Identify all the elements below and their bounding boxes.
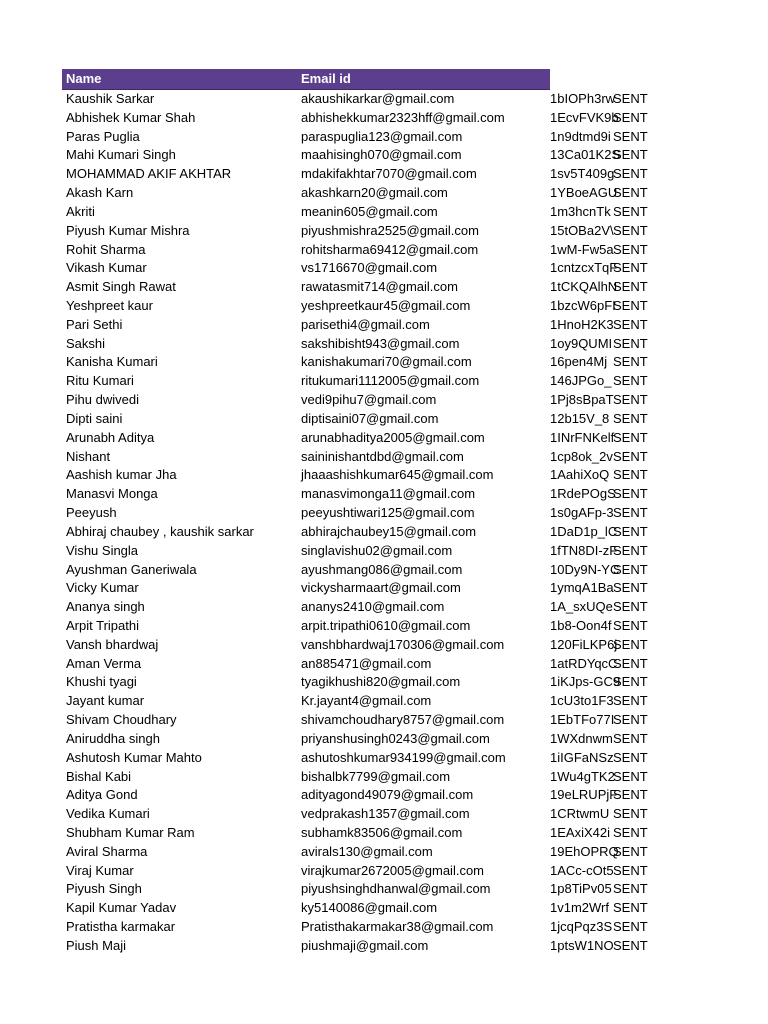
cell-id: 1HnoH2K3 [550, 316, 614, 332]
cell-status: SENT [613, 617, 648, 633]
table-row[interactable] [0, 768, 768, 787]
cell-id: 1ACc-cOt5 [550, 862, 614, 878]
cell-id: 1bzcW6pFI [550, 298, 616, 314]
cell-name: Ritu Kumari [66, 373, 134, 389]
cell-email: shivamchoudhary8757@gmail.com [301, 712, 505, 728]
table-row[interactable] [0, 448, 768, 467]
cell-name: Vikash Kumar [66, 260, 147, 276]
table-row[interactable] [0, 636, 768, 655]
cell-id: 1wM-Fw5a [550, 241, 614, 257]
table-row[interactable] [0, 749, 768, 768]
cell-email: yeshpreetkaur45@gmail.com [301, 298, 471, 314]
cell-status: SENT [613, 768, 648, 784]
cell-status: SENT [613, 486, 648, 502]
cell-email: virajkumar2672005@gmail.com [301, 862, 484, 878]
cell-name: Pratistha karmakar [66, 919, 176, 935]
table-row[interactable] [0, 184, 768, 203]
cell-email: mdakifakhtar7070@gmail.com [301, 166, 477, 182]
cell-email: arpit.tripathi0610@gmail.com [301, 617, 471, 633]
cell-name: Kaushik Sarkar [66, 91, 155, 106]
cell-status: SENT [613, 373, 648, 389]
table-row[interactable] [0, 655, 768, 674]
cell-id: 1iKJps-GC9 [550, 674, 621, 690]
header-email: Email id [301, 71, 351, 86]
cell-id: 1m3hcnTk [550, 203, 611, 219]
cell-id: 1EbTFo77I [550, 712, 615, 728]
table-row[interactable] [0, 711, 768, 730]
cell-id: 1cU3to1F3 [550, 693, 614, 709]
cell-id: 1v1m2Wrf [550, 900, 609, 916]
cell-name: Ayushman Ganeriwala [66, 561, 197, 577]
cell-status: SENT [613, 580, 648, 596]
cell-name: Pihu dwivedi [66, 392, 139, 408]
cell-name: Shubham Kumar Ram [66, 824, 195, 840]
cell-id: 1atRDYqcC [550, 655, 618, 671]
table-row[interactable] [0, 335, 768, 354]
cell-status: SENT [613, 279, 648, 295]
table-row[interactable] [0, 372, 768, 391]
table-row[interactable] [0, 353, 768, 372]
header-name: Name [66, 71, 102, 86]
cell-email: saininishantdbd@gmail.com [301, 448, 464, 464]
cell-id: 1WXdnwm [550, 730, 613, 746]
cell-status: SENT [613, 862, 648, 878]
cell-status: SENT [613, 410, 648, 426]
cell-status: SENT [613, 712, 648, 728]
cell-id: 1RdePOgS [550, 486, 616, 502]
cell-name: Ashutosh Kumar Mahto [66, 749, 202, 765]
cell-status: SENT [613, 824, 648, 840]
table-row[interactable] [0, 203, 768, 222]
cell-email: vedi9pihu7@gmail.com [301, 392, 437, 408]
cell-status: SENT [613, 147, 648, 163]
cell-email: paraspuglia123@gmail.com [301, 128, 463, 144]
cell-name: Vicky Kumar [66, 580, 139, 596]
cell-name: Yeshpreet kaur [66, 298, 153, 314]
cell-id: 1jcqPqz3S [550, 919, 613, 935]
cell-id: 1ptsW1NO [550, 937, 614, 953]
table-row[interactable] [0, 561, 768, 580]
cell-status: SENT [613, 505, 648, 521]
table-row[interactable] [0, 598, 768, 617]
cell-id: 1INrFNKelf [550, 429, 615, 445]
cell-id: 15tOBa2V\ [550, 222, 614, 238]
cell-email: akashkarn20@gmail.com [301, 185, 448, 201]
cell-status: SENT [613, 467, 648, 483]
cell-id: 1Pj8sBpaT [550, 392, 614, 408]
cell-id: 1bIOPh3rw [550, 91, 616, 106]
cell-name: Paras Puglia [66, 128, 140, 144]
cell-id: 1oy9QUMI [550, 335, 613, 351]
cell-name: Akriti [66, 203, 95, 219]
cell-status: SENT [613, 523, 648, 539]
cell-name: Piyush Kumar Mishra [66, 222, 190, 238]
table-row[interactable] [0, 391, 768, 410]
cell-email: meanin605@gmail.com [301, 203, 438, 219]
table-row[interactable] [0, 128, 768, 147]
table-row[interactable] [0, 730, 768, 749]
cell-email: tyagikhushi820@gmail.com [301, 674, 461, 690]
cell-name: Vishu Singla [66, 542, 139, 558]
cell-id: 1CRtwmU [550, 806, 610, 822]
cell-id: 1cp8ok_2v [550, 448, 613, 464]
cell-name: Nishant [66, 448, 111, 464]
cell-email: sakshibisht943@gmail.com [301, 335, 460, 351]
cell-name: Aniruddha singh [66, 730, 160, 746]
cell-id: 1cntzcxTqF [550, 260, 618, 276]
cell-name: Abhishek Kumar Shah [66, 109, 196, 125]
cell-name: Mahi Kumari Singh [66, 147, 176, 163]
cell-id: 1p8TiPv05 [550, 881, 612, 897]
cell-status: SENT [613, 542, 648, 558]
cell-status: SENT [613, 693, 648, 709]
cell-id: 1iIGFaNSz [550, 749, 614, 765]
cell-status: SENT [613, 260, 648, 276]
cell-email: subhamk83506@gmail.com [301, 824, 463, 840]
cell-name: Sakshi [66, 335, 106, 351]
cell-status: SENT [613, 241, 648, 257]
cell-name: Abhiraj chaubey , kaushik sarkar [66, 523, 254, 539]
cell-email: piyushsinghdhanwal@gmail.com [301, 881, 491, 897]
cell-name: Rohit Sharma [66, 241, 146, 257]
cell-status: SENT [613, 730, 648, 746]
cell-id: 12b15V_8 [550, 410, 610, 426]
cell-id: 1AahiXoQ [550, 467, 610, 483]
table-row[interactable] [0, 899, 768, 918]
cell-email: piyushmishra2525@gmail.com [301, 222, 479, 238]
cell-name: Vedika Kumari [66, 806, 150, 822]
table-row[interactable] [0, 880, 768, 899]
cell-email: Kr.jayant4@gmail.com [301, 693, 432, 709]
cell-status: SENT [613, 749, 648, 765]
cell-status: SENT [613, 599, 648, 615]
table-row[interactable] [0, 90, 768, 109]
cell-email: rawatasmit714@gmail.com [301, 279, 458, 295]
cell-name: Pari Sethi [66, 316, 123, 332]
cell-email: akaushikarkar@gmail.com [301, 91, 455, 106]
cell-id: 10Dy9N-YC [550, 561, 620, 577]
cell-email: avirals130@gmail.com [301, 843, 433, 859]
cell-status: SENT [613, 787, 648, 803]
cell-name: Manasvi Monga [66, 486, 158, 502]
table-row[interactable] [0, 297, 768, 316]
cell-email: bishalbk7799@gmail.com [301, 768, 451, 784]
table-row[interactable] [0, 222, 768, 241]
cell-id: 1tCKQAlhN [550, 279, 618, 295]
cell-id: 1n9dtmd9i [550, 128, 611, 144]
cell-status: SENT [613, 298, 648, 314]
cell-status: SENT [613, 655, 648, 671]
cell-status: SENT [613, 392, 648, 408]
cell-email: abhishekkumar2323hff@gmail.com [301, 109, 505, 125]
table-row[interactable] [0, 146, 768, 165]
table-row[interactable] [0, 410, 768, 429]
cell-name: Piyush Singh [66, 881, 142, 897]
cell-email: adityagond49079@gmail.com [301, 787, 474, 803]
cell-email: jhaaashishkumar645@gmail.com [301, 467, 494, 483]
cell-email: diptisaini07@gmail.com [301, 410, 439, 426]
cell-name: Peeyush [66, 505, 117, 521]
cell-email: maahisingh070@gmail.com [301, 147, 462, 163]
table-row[interactable] [0, 429, 768, 448]
cell-id: 19eLRUPjF [550, 787, 618, 803]
cell-email: ky5140086@gmail.com [301, 900, 438, 916]
cell-id: 16pen4Mj [550, 354, 608, 370]
cell-email: ashutoshkumar934199@gmail.com [301, 749, 506, 765]
cell-status: SENT [613, 203, 648, 219]
cell-id: 19EhOPRQ [550, 843, 619, 859]
cell-id: 1b8-Oon4f [550, 617, 612, 633]
cell-email: vs1716670@gmail.com [301, 260, 438, 276]
cell-email: vedprakash1357@gmail.com [301, 806, 470, 822]
cell-email: kanishakumari70@gmail.com [301, 354, 472, 370]
cell-status: SENT [613, 843, 648, 859]
table-row[interactable] [0, 862, 768, 881]
cell-name: Bishal Kabi [66, 768, 132, 784]
cell-id: 120FiLKP6j [550, 636, 618, 652]
table-row[interactable] [0, 579, 768, 598]
cell-status: SENT [613, 919, 648, 935]
cell-email: Pratisthakarmakar38@gmail.com [301, 919, 494, 935]
cell-email: parisethi4@gmail.com [301, 316, 430, 332]
cell-status: SENT [613, 335, 648, 351]
cell-name: Kanisha Kumari [66, 354, 158, 370]
cell-email: abhirajchaubey15@gmail.com [301, 523, 477, 539]
table-row[interactable] [0, 692, 768, 711]
table-row[interactable] [0, 109, 768, 128]
cell-name: Kapil Kumar Yadav [66, 900, 177, 916]
cell-name: Arpit Tripathi [66, 617, 139, 633]
cell-name: Arunabh Aditya [66, 429, 155, 445]
header-row [62, 69, 550, 90]
cell-name: Khushi tyagi [66, 674, 137, 690]
cell-status: SENT [613, 354, 648, 370]
cell-email: peeyushtiwari125@gmail.com [301, 505, 475, 521]
cell-id: 1DaD1p_lC [550, 523, 618, 539]
cell-email: rohitsharma69412@gmail.com [301, 241, 479, 257]
table-row[interactable] [0, 316, 768, 335]
table-row[interactable] [0, 937, 768, 956]
cell-status: SENT [613, 900, 648, 916]
table-row[interactable] [0, 504, 768, 523]
cell-id: 1Wu4gTK2 [550, 768, 615, 784]
table-row[interactable] [0, 466, 768, 485]
cell-status: SENT [613, 636, 648, 652]
table-row[interactable] [0, 617, 768, 636]
cell-name: Piush Maji [66, 937, 126, 953]
cell-id: 1s0gAFp-3 [550, 505, 614, 521]
cell-name: MOHAMMAD AKIF AKHTAR [66, 166, 232, 182]
table-row[interactable] [0, 542, 768, 561]
cell-status: SENT [613, 109, 648, 125]
table-row[interactable] [0, 241, 768, 260]
cell-status: SENT [613, 674, 648, 690]
table-row[interactable] [0, 485, 768, 504]
cell-status: SENT [613, 881, 648, 897]
cell-name: Aviral Sharma [66, 843, 148, 859]
table-row[interactable] [0, 523, 768, 542]
cell-name: Asmit Singh Rawat [66, 279, 176, 295]
cell-email: ayushmang086@gmail.com [301, 561, 463, 577]
cell-name: Aditya Gond [66, 787, 138, 803]
cell-status: SENT [613, 316, 648, 332]
cell-status: SENT [613, 222, 648, 238]
table-row[interactable] [0, 805, 768, 824]
cell-status: SENT [613, 561, 648, 577]
cell-name: Ananya singh [66, 599, 145, 615]
cell-status: SENT [613, 429, 648, 445]
cell-name: Dipti saini [66, 410, 123, 426]
cell-status: SENT [613, 128, 648, 144]
cell-id: 1fTN8DI-zF [550, 542, 618, 558]
cell-name: Shivam Choudhary [66, 712, 177, 728]
cell-status: SENT [613, 185, 648, 201]
cell-email: vickysharmaart@gmail.com [301, 580, 461, 596]
cell-status: SENT [613, 448, 648, 464]
cell-email: ananys2410@gmail.com [301, 599, 445, 615]
cell-email: manasvimonga11@gmail.com [301, 486, 476, 502]
cell-id: 1sv5T409g [550, 166, 615, 182]
cell-status: SENT [613, 806, 648, 822]
cell-name: Vansh bhardwaj [66, 636, 159, 652]
table-row[interactable] [0, 918, 768, 937]
table-row[interactable] [0, 278, 768, 297]
cell-id: 1EAxiX42i [550, 824, 610, 840]
cell-name: Viraj Kumar [66, 862, 134, 878]
cell-name: Aman Verma [66, 655, 142, 671]
table-row[interactable] [0, 259, 768, 278]
cell-name: Jayant kumar [66, 693, 145, 709]
table-row[interactable] [0, 165, 768, 184]
cell-status: SENT [613, 166, 648, 182]
cell-name: Akash Karn [66, 185, 134, 201]
table-row[interactable] [0, 843, 768, 862]
cell-email: piushmaji@gmail.com [301, 937, 429, 953]
cell-id: 1ymqA1Ba [550, 580, 614, 596]
cell-email: singlavishu02@gmail.com [301, 542, 453, 558]
cell-id: 1YBoeAGU [550, 185, 618, 201]
cell-id: 146JPGo_ [550, 373, 612, 389]
table-row[interactable] [0, 673, 768, 692]
cell-name: Aashish kumar Jha [66, 467, 177, 483]
table-row[interactable] [0, 786, 768, 805]
cell-id: 1A_sxUQe [550, 599, 613, 615]
cell-email: arunabhaditya2005@gmail.com [301, 429, 485, 445]
cell-status: SENT [613, 937, 648, 953]
cell-email: priyanshusingh0243@gmail.com [301, 730, 490, 746]
cell-email: an885471@gmail.com [301, 655, 432, 671]
table-row[interactable] [0, 824, 768, 843]
cell-email: vanshbhardwaj170306@gmail.com [301, 636, 505, 652]
cell-id: 1EcvFVK9b [550, 109, 619, 125]
cell-id: 13Ca01K2S [550, 147, 621, 163]
cell-email: ritukumari1112005@gmail.com [301, 373, 480, 389]
cell-status: SENT [613, 91, 648, 106]
